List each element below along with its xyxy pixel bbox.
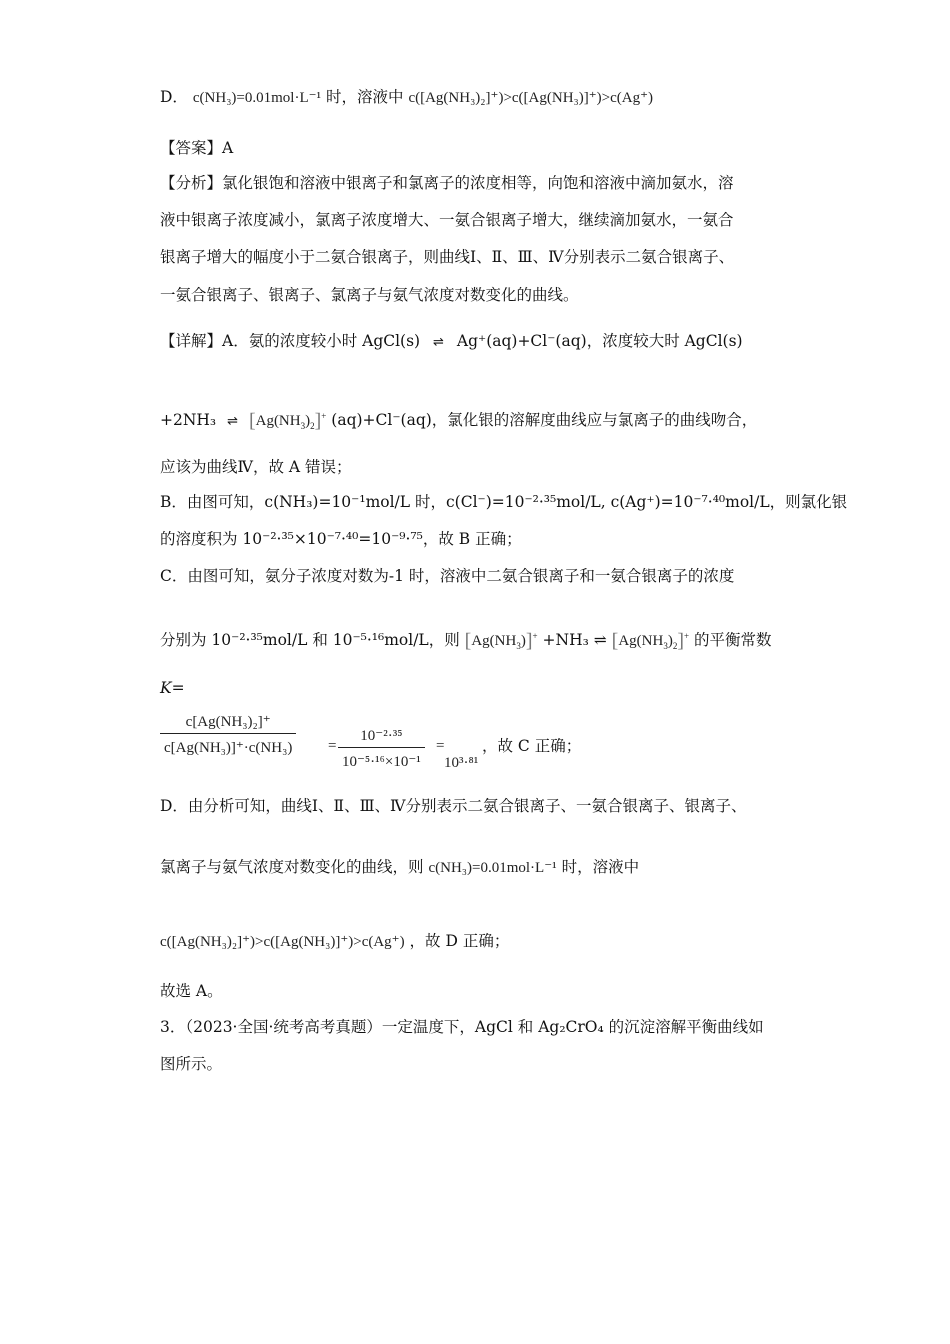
analysis-line-3: 银离子增大的幅度小于二氨合银离子，则曲线Ⅰ、Ⅱ、Ⅲ、Ⅳ分别表示二氨合银离子、 [160, 248, 735, 266]
detail-d2-condition: c(NH₃)=0.01mol·L⁻¹ [428, 860, 557, 876]
detail-d2-start: 氯离子与氨气浓度对数变化的曲线，则 [160, 858, 424, 876]
detail-d-line-3 [160, 930, 509, 953]
detail-d2-end: 时，溶液中 [561, 858, 640, 876]
analysis-line-4: 一氨合银离子、银离子、氯离子与氨气浓度对数变化的曲线。 [160, 286, 579, 304]
k-label: K= [160, 679, 185, 697]
detail-c2-start: 分别为 10⁻²·³⁵mol/L 和 10⁻⁵·¹⁶mol/L，则 [160, 631, 460, 649]
value-fraction-denominator: 10⁻⁵·¹⁶×10⁻¹ [342, 754, 421, 770]
detail-c2-end: 的平衡常数 [694, 631, 772, 649]
k-fraction-denominator: c[Ag(NH₃)]⁺·c(NH₃) [164, 740, 293, 756]
option-d [160, 86, 653, 109]
detail-a1-end: Ag⁺(aq)+Cl⁻(aq)，浓度较大时 AgCl(s) [456, 332, 743, 350]
detail-c-end: ，故 C 正确； [482, 737, 582, 755]
detail-a1-start: 【详解】A．氨的浓度较小时 AgCl(s) [160, 332, 421, 350]
detail-b-line-2: 的溶度积为 10⁻²·³⁵×10⁻⁷·⁴⁰=10⁻⁹·⁷⁵，故 B 正确； [160, 530, 522, 548]
detail-d3-inequality: c([Ag(NH₃)₂]⁺)>c([Ag(NH₃)]⁺)>c(Ag⁺) [160, 934, 405, 950]
detail-d3-end: ，故 D 正确； [409, 932, 510, 950]
k-result: 10³·⁸¹ [444, 755, 479, 771]
detail-d-line-2 [160, 856, 639, 879]
option-d-inequality: c([Ag(NH₃)₂]⁺)>c([Ag(NH₃)]⁺)>c(Ag⁺) [408, 90, 654, 106]
value-fraction [338, 726, 425, 771]
choose-answer: 故选 A。 [160, 982, 223, 1000]
equilibrium-arrow-icon: ⇌ [433, 335, 444, 350]
option-d-condition: c(NH₃)=0.01mol·L⁻¹ [192, 90, 322, 106]
equals-sign-1: = [328, 738, 337, 754]
detail-a2-end: (aq)+Cl⁻(aq)，氯化银的溶解度曲线应与氯离子的曲线吻合， [331, 411, 758, 429]
k-fraction-numerator: c[Ag(NH₃)₂]⁺ [185, 714, 271, 730]
detail-d-line-1: D．由分析可知，曲线Ⅰ、Ⅱ、Ⅲ、Ⅳ分别表示二氨合银离子、一氨合银离子、银离子、 [160, 797, 747, 815]
k-fraction [160, 712, 296, 757]
diammine-silver-ion: $[Ag(NH_3)_2]^+$ [611, 630, 690, 652]
question-3-line-2: 图所示。 [160, 1055, 223, 1073]
analysis-line-1: 【分析】氯化银饱和溶液中银离子和氯离子的浓度相等，向饱和溶液中滴加氨水，溶 [160, 174, 734, 192]
detail-c-line-1: C．由图可知，氨分子浓度对数为-1 时，溶液中二氨合银离子和一氨合银离子的浓度 [160, 567, 735, 585]
monoammine-silver-ion: $[Ag(NH_3)]^+$ [464, 630, 538, 652]
detail-a-line-1 [160, 330, 743, 354]
detail-a-line-2 [160, 405, 757, 437]
detail-c-line-2 [160, 625, 772, 657]
answer: 【答案】A [160, 139, 234, 157]
detail-a-line-3: 应该为曲线Ⅳ，故 A 错误； [160, 458, 352, 476]
option-d-prefix: D． [160, 88, 188, 106]
diammine-silver-ion: $[Ag(NH_3)_2]^+$ [248, 410, 327, 432]
value-fraction-numerator: 10⁻²·³⁵ [360, 728, 403, 744]
equilibrium-arrow-icon: ⇌ [227, 414, 238, 429]
detail-c2-mid: +NH₃ ⇌ [542, 631, 607, 649]
detail-b-line-1: B．由图可知，c(NH₃)=10⁻¹mol/L 时，c(Cl⁻)=10⁻²·³⁵mol/L, c(Ag⁺)=10⁻⁷·⁴⁰mol/L，则氯化银 [160, 493, 848, 511]
equals-sign-2: = [436, 738, 445, 754]
question-3-line-1: 3．（2023·全国·统考高考真题）一定温度下，AgCl 和 Ag₂CrO₄ 的沉淀溶解平衡曲线如 [160, 1018, 764, 1036]
option-d-text: 时，溶液中 [325, 88, 404, 106]
detail-a2-start: +2NH₃ [160, 411, 217, 429]
analysis-line-2: 液中银离子浓度减小，氯离子浓度增大、一氨合银离子增大，继续滴加氨水，一氨合 [160, 211, 734, 229]
